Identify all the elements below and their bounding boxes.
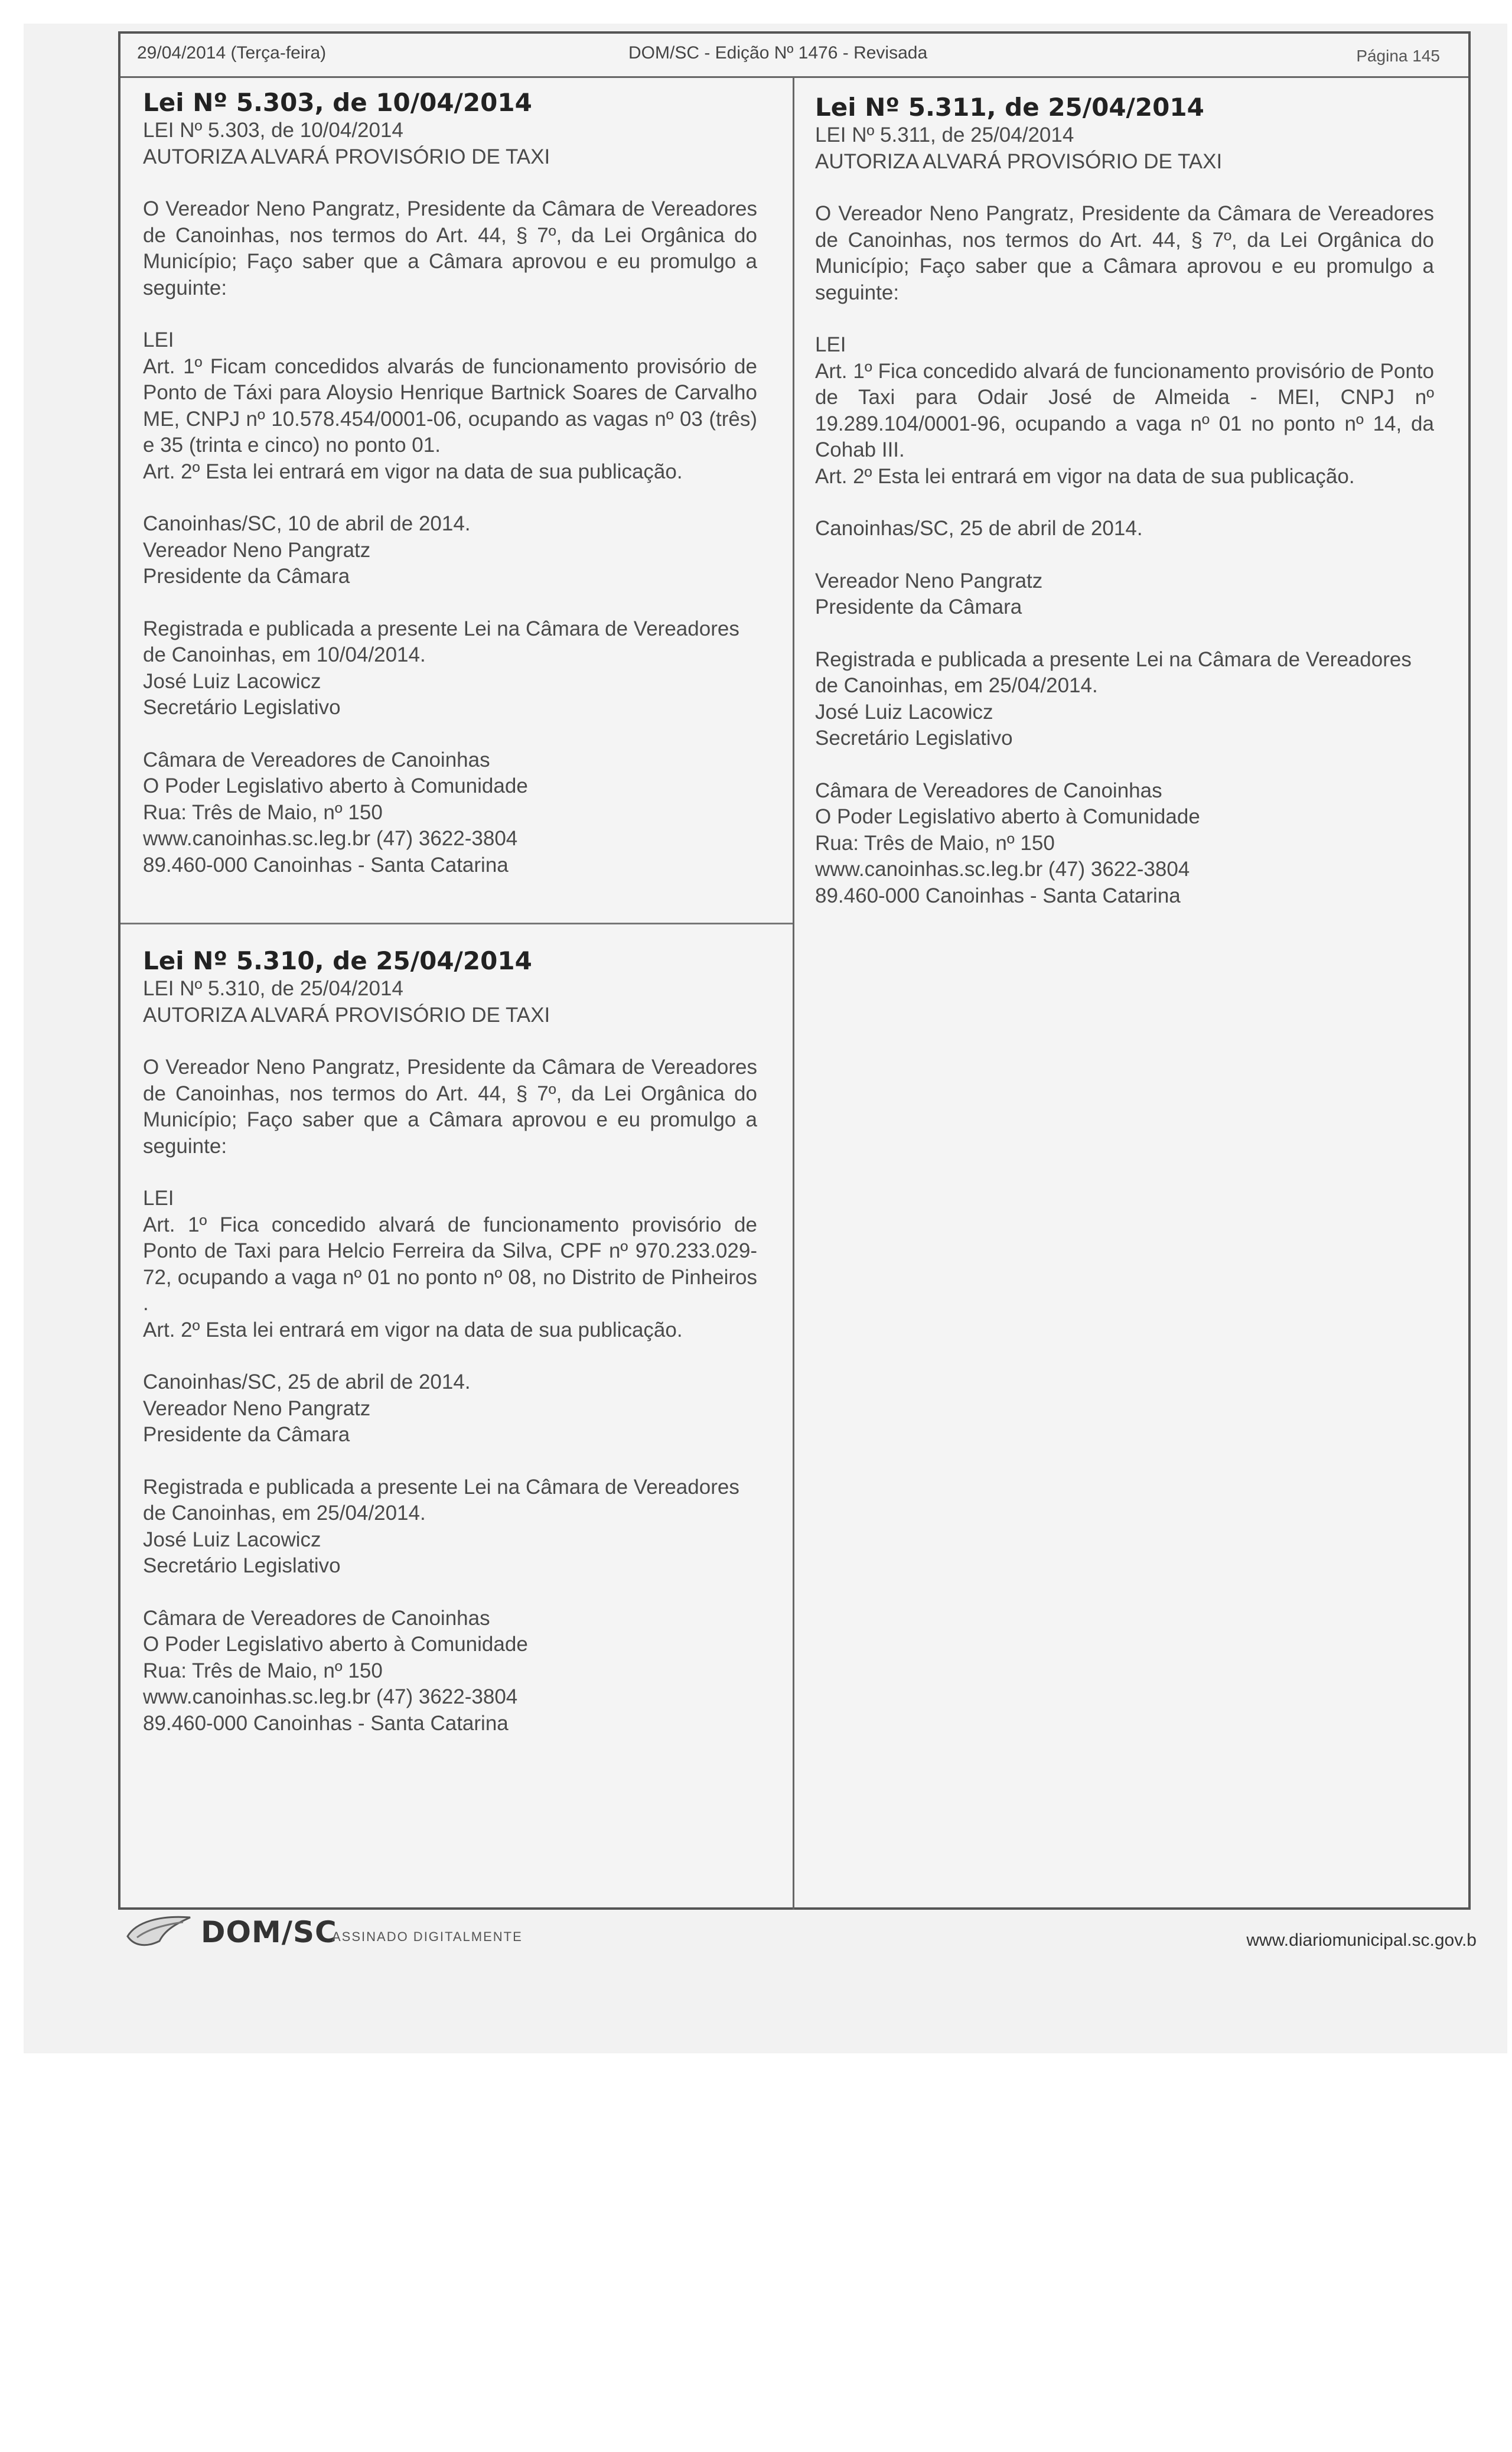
law-title: Lei Nº 5.310, de 25/04/2014 [143, 946, 532, 975]
footer-tagline: ASSINADO DIGITALMENTE [332, 1929, 523, 1944]
law-signer-role: Presidente da Câmara [143, 565, 350, 588]
law-heading: LEI [143, 328, 174, 351]
org-name: Câmara de Vereadores de Canoinhas [143, 748, 490, 771]
law-heading: LEI [143, 1187, 174, 1210]
law-signer: Vereador Neno Pangratz [143, 538, 371, 562]
page-frame [118, 31, 1471, 1910]
law-subtitle: LEI Nº 5.311, de 25/04/2014 [815, 123, 1074, 146]
law-article-2: Art. 2º Esta lei entrará em vigor na data de sua publicação. [143, 460, 683, 483]
law-article-1: Art. 1º Ficam concedidos alvarás de funcionamento provisório de Ponto de Táxi para Aloysio Henrique Bartnick Soares de Carvalho ME, CNPJ nº 10.578.454/0001-06, ocupando as vagas nº 03 (três) e 35 (trinta e cinco) no ponto 01. [143, 354, 757, 457]
dom-sc-logo-icon [124, 1912, 195, 1953]
org-web-phone: www.canoinhas.sc.leg.br (47) 3622-3804 [143, 1685, 518, 1708]
law-secretary: José Luiz Lacowicz [143, 669, 321, 693]
law-secretary: José Luiz Lacowicz [143, 1528, 321, 1551]
law-place-date: Canoinhas/SC, 25 de abril de 2014. [143, 1370, 471, 1393]
org-motto: O Poder Legislativo aberto à Comunidade [815, 805, 1200, 828]
law-article-1: Art. 1º Fica concedido alvará de funcionamento provisório de Ponto de Taxi para Helcio Ferreira da Silva, CPF nº 970.233.029-72, ocupando a vaga nº 01 no ponto nº 08, no Distrito de Pinheiros . [143, 1213, 757, 1315]
law-place-date: Canoinhas/SC, 10 de abril de 2014. [143, 512, 471, 535]
law-ementa: AUTORIZA ALVARÁ PROVISÓRIO DE TAXI [815, 149, 1223, 173]
org-address: Rua: Três de Maio, nº 150 [143, 1659, 383, 1682]
org-motto: O Poder Legislativo aberto à Comunidade [143, 1633, 528, 1656]
law-5311 [815, 93, 1434, 909]
law-subtitle: LEI Nº 5.303, de 10/04/2014 [143, 119, 403, 142]
law-registration: Registrada e publicada a presente Lei na Câmara de Vereadores de Canoinhas, em 25/04/2014. [143, 1475, 739, 1525]
law-title: Lei Nº 5.311, de 25/04/2014 [815, 93, 1204, 122]
law-title: Lei Nº 5.303, de 10/04/2014 [143, 88, 532, 117]
header-edition: DOM/SC - Edição Nº 1476 - Revisada [628, 43, 928, 63]
law-registration: Registrada e publicada a presente Lei na Câmara de Vereadores de Canoinhas, em 10/04/2014. [143, 617, 739, 666]
law-subtitle: LEI Nº 5.310, de 25/04/2014 [143, 977, 403, 1000]
org-web-phone: www.canoinhas.sc.leg.br (47) 3622-3804 [143, 827, 518, 850]
section-divider [120, 923, 793, 924]
law-5310 [143, 946, 757, 1737]
page-header [120, 34, 1468, 78]
org-cep: 89.460-000 Canoinhas - Santa Catarina [143, 1711, 509, 1735]
org-cep: 89.460-000 Canoinhas - Santa Catarina [815, 884, 1181, 907]
law-signer-role: Presidente da Câmara [143, 1423, 350, 1446]
law-article-2: Art. 2º Esta lei entrará em vigor na data de sua publicação. [815, 464, 1355, 488]
law-article-2: Art. 2º Esta lei entrará em vigor na data de sua publicação. [143, 1318, 683, 1341]
law-article-1: Art. 1º Fica concedido alvará de funcionamento provisório de Ponto de Taxi para Odair José de Almeida - MEI, CNPJ nº 19.289.104/0001-96, ocupando a vaga nº 01 no ponto nº 14, da Cohab III. [815, 359, 1434, 461]
law-secretary: José Luiz Lacowicz [815, 700, 993, 724]
org-name: Câmara de Vereadores de Canoinhas [815, 779, 1162, 802]
law-ementa: AUTORIZA ALVARÁ PROVISÓRIO DE TAXI [143, 145, 550, 168]
law-secretary-role: Secretário Legislativo [815, 727, 1013, 750]
law-preamble: O Vereador Neno Pangratz, Presidente da Câmara de Vereadores de Canoinhas, nos termos do Art. 44, § 7º, da Lei Orgânica do Município; Faço saber que a Câmara aprovou e eu promulgo a seguinte: [143, 197, 757, 299]
org-cep: 89.460-000 Canoinhas - Santa Catarina [143, 853, 509, 877]
header-page-number: Página 145 [1356, 47, 1440, 65]
page-footer [124, 1908, 1477, 1967]
law-5303 [143, 88, 757, 878]
org-address: Rua: Três de Maio, nº 150 [143, 800, 383, 824]
law-signer: Vereador Neno Pangratz [815, 569, 1043, 592]
law-preamble: O Vereador Neno Pangratz, Presidente da Câmara de Vereadores de Canoinhas, nos termos do Art. 44, § 7º, da Lei Orgânica do Município; Faço saber que a Câmara aprovou e eu promulgo a seguinte: [143, 1056, 757, 1158]
law-ementa: AUTORIZA ALVARÁ PROVISÓRIO DE TAXI [143, 1003, 550, 1027]
law-secretary-role: Secretário Legislativo [143, 1554, 341, 1577]
law-place-date: Canoinhas/SC, 25 de abril de 2014. [815, 517, 1143, 540]
org-motto: O Poder Legislativo aberto à Comunidade [143, 774, 528, 797]
footer-website: www.diariomunicipal.sc.gov.b [1246, 1930, 1477, 1950]
header-date: 29/04/2014 (Terça-feira) [137, 43, 327, 63]
org-web-phone: www.canoinhas.sc.leg.br (47) 3622-3804 [815, 858, 1190, 881]
footer-brand: DOM/SC [201, 1915, 337, 1949]
law-signer-role: Presidente da Câmara [815, 595, 1022, 618]
law-secretary-role: Secretário Legislativo [143, 696, 341, 719]
law-heading: LEI [815, 333, 846, 356]
org-address: Rua: Três de Maio, nº 150 [815, 831, 1055, 855]
law-signer: Vereador Neno Pangratz [143, 1396, 371, 1420]
column-divider [793, 76, 794, 1910]
law-preamble: O Vereador Neno Pangratz, Presidente da Câmara de Vereadores de Canoinhas, nos termos do Art. 44, § 7º, da Lei Orgânica do Município; Faço saber que a Câmara aprovou e eu promulgo a seguinte: [815, 202, 1434, 304]
law-registration: Registrada e publicada a presente Lei na Câmara de Vereadores de Canoinhas, em 25/04/2014. [815, 647, 1412, 697]
org-name: Câmara de Vereadores de Canoinhas [143, 1606, 490, 1630]
